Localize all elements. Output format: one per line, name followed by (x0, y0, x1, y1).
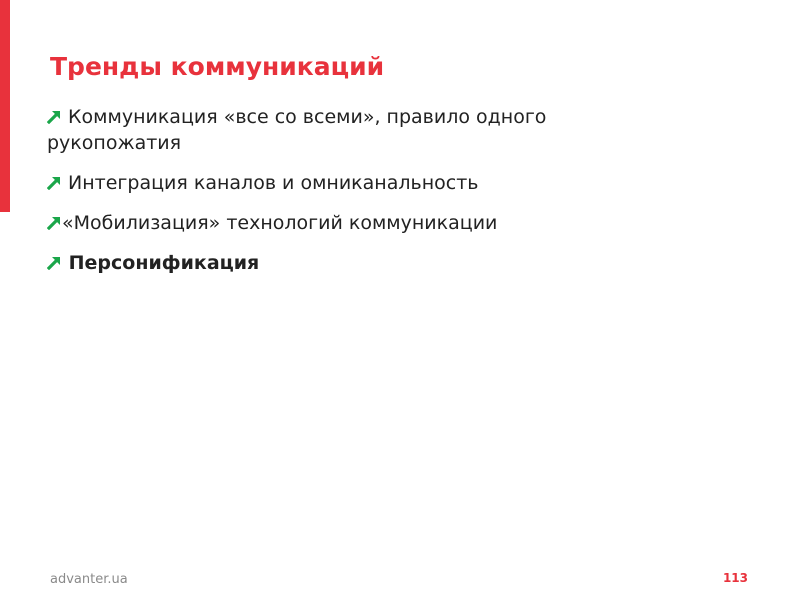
bullet-item (47, 210, 647, 250)
bullet-text: Интеграция каналов и омниканальность (62, 172, 479, 194)
bullet-item (47, 104, 647, 170)
bullet-text: «Мобилизация» технологий коммуникации (62, 212, 498, 234)
green-arrow-icon (47, 109, 62, 124)
bullet-item (47, 250, 647, 290)
green-arrow-icon (47, 255, 62, 270)
slide-title: Тренды коммуникаций (50, 52, 385, 81)
page-number: 113 (722, 571, 748, 585)
green-arrow-icon (47, 215, 62, 230)
bullet-text: Персонификация (62, 252, 260, 274)
bullet-text: Коммуникация «все со всеми», правило одного рукопожатия (47, 106, 547, 154)
bullet-item (47, 170, 647, 210)
footer-site-name: advanter.ua (50, 572, 128, 587)
bullet-list (47, 104, 647, 290)
accent-bar (0, 0, 10, 212)
green-arrow-icon (47, 175, 62, 190)
